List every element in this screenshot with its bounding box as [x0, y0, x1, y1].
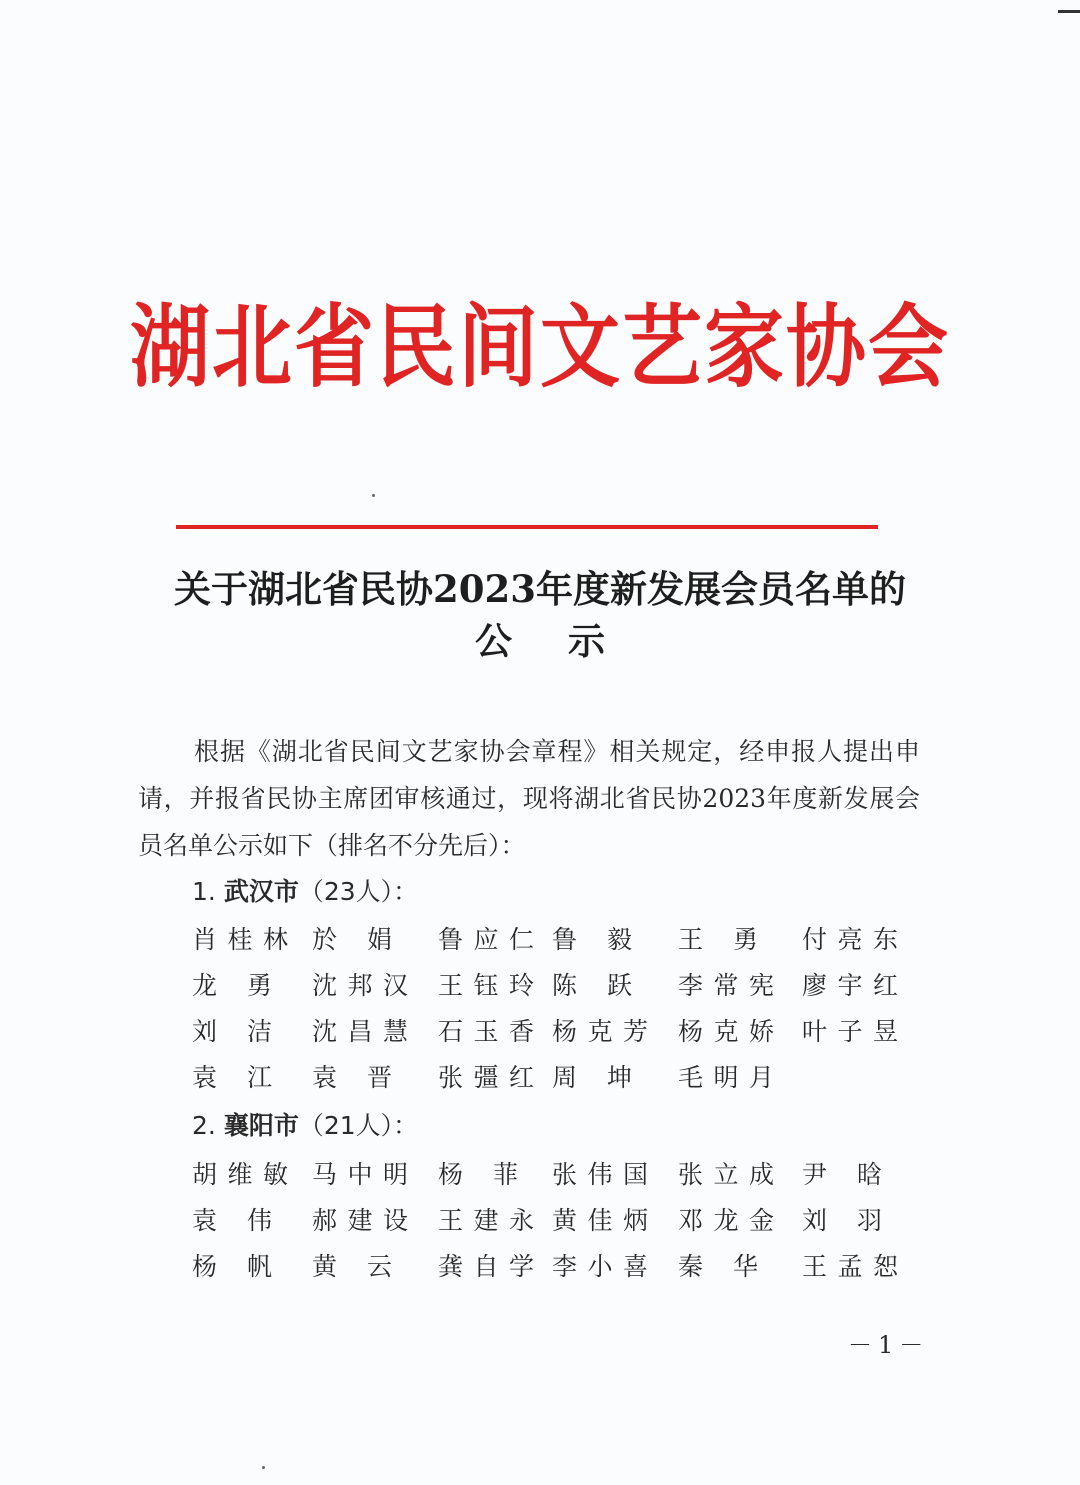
member-name: 李小喜 [552, 1252, 648, 1281]
member-name: 黄云 [312, 1252, 392, 1281]
member-name: 张立成 [678, 1160, 774, 1189]
section-number: 1. [192, 877, 216, 906]
scan-edge-mark [1058, 10, 1080, 13]
member-name: 王勇 [678, 925, 758, 954]
member-name: 黄佳炳 [552, 1206, 648, 1235]
member-name: 周坤 [552, 1063, 632, 1092]
scan-speck [262, 1466, 265, 1469]
member-name: 杨菲 [438, 1160, 518, 1189]
member-name: 龙勇 [192, 971, 272, 1000]
page-number: －1－ [848, 1331, 930, 1359]
red-divider-line [176, 525, 878, 529]
section-count: （21人）： [298, 1111, 419, 1140]
member-name: 刘洁 [192, 1017, 272, 1046]
section-count: （23人）： [298, 877, 419, 906]
member-name: 鲁应仁 [438, 925, 534, 954]
member-name: 张伟国 [552, 1160, 648, 1189]
section-city: 武汉市 [223, 877, 299, 906]
member-name: 付亮东 [802, 925, 898, 954]
document-title [0, 563, 1080, 667]
member-name: 郝建设 [312, 1206, 408, 1235]
section-city: 襄阳市 [223, 1111, 299, 1140]
member-name: 陈跃 [552, 971, 632, 1000]
member-name: 王孟恕 [802, 1252, 898, 1281]
section-heading-1 [192, 872, 418, 908]
member-name: 石玉香 [438, 1017, 534, 1046]
member-name: 龚自学 [438, 1252, 534, 1281]
member-name: 於娟 [312, 925, 392, 954]
member-name: 王建永 [438, 1206, 534, 1235]
scan-speck [372, 494, 375, 497]
member-name: 沈昌慧 [312, 1017, 408, 1046]
document-title-line1: 关于湖北省民协2023年度新发展会员名单的 [174, 567, 906, 611]
member-name: 王钰玲 [438, 971, 534, 1000]
member-name: 尹晗 [802, 1160, 882, 1189]
member-name: 肖桂林 [192, 925, 288, 954]
member-name: 袁晋 [312, 1063, 392, 1092]
member-name: 杨克芳 [552, 1017, 648, 1046]
member-name: 杨克娇 [678, 1017, 774, 1046]
member-name: 刘羽 [802, 1206, 882, 1235]
member-name: 袁伟 [192, 1206, 272, 1235]
member-name: 杨帆 [192, 1252, 272, 1281]
intro-paragraph: 根据《湖北省民间文艺家协会章程》相关规定，经申报人提出申请，并报省民协主席团审核通过，现将湖北省民协2023年度新发展会员名单公示如下（排名不分先后）： [138, 737, 920, 860]
member-name: 胡维敏 [192, 1160, 288, 1189]
member-name: 廖宇红 [802, 971, 898, 1000]
member-name: 叶子昱 [802, 1017, 898, 1046]
member-name: 毛明月 [678, 1063, 774, 1092]
member-name: 鲁毅 [552, 925, 632, 954]
section-number: 2. [192, 1111, 216, 1140]
member-name: 邓龙金 [678, 1206, 774, 1235]
organization-header: 湖北省民间文艺家协会 [130, 295, 950, 400]
section-heading-2 [192, 1106, 418, 1142]
member-name: 李常宪 [678, 971, 774, 1000]
member-name: 沈邦汉 [312, 971, 408, 1000]
member-name: 张彊红 [438, 1063, 534, 1092]
document-title-line2: 公示 [475, 619, 661, 663]
member-name: 秦华 [678, 1252, 758, 1281]
member-name: 袁江 [192, 1063, 272, 1092]
member-name: 马中明 [312, 1160, 408, 1189]
